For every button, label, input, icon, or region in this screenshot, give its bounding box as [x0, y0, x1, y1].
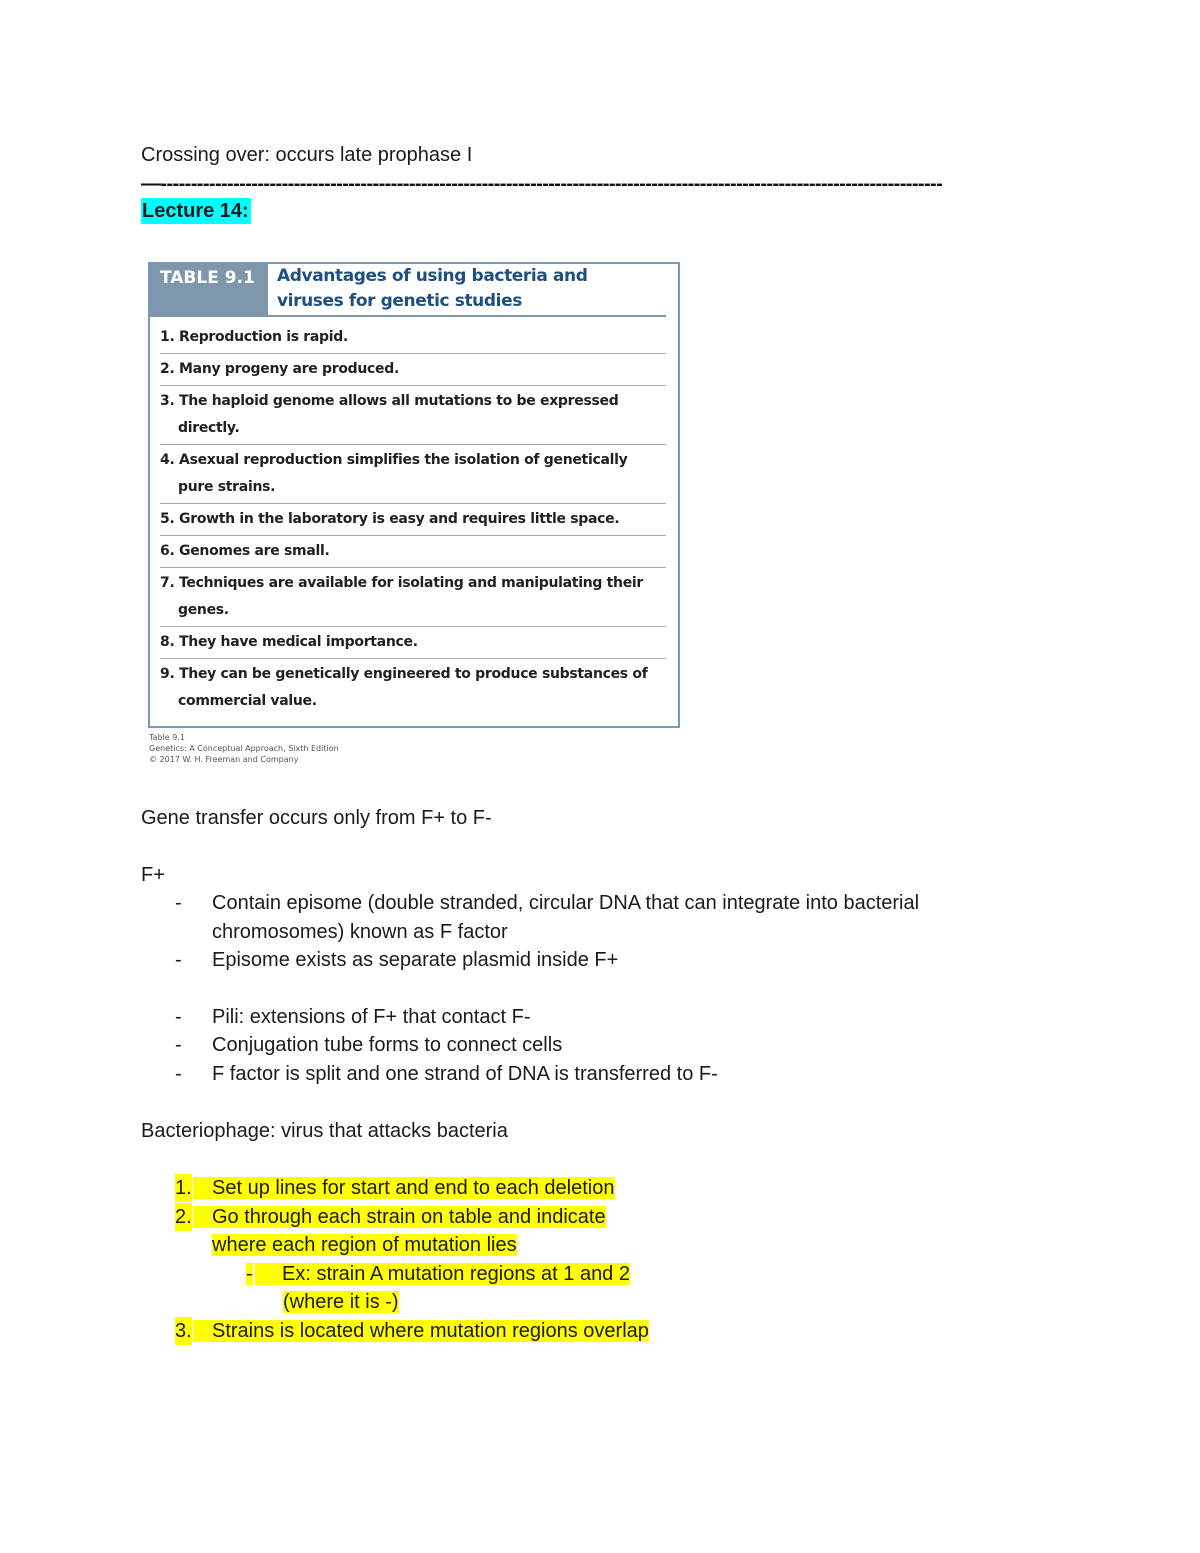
- table-title: [277, 264, 667, 314]
- table-row: 3. The haploid genome allows all mutations to be expressed directly.: [160, 386, 666, 445]
- caption-line-2: Genetics: A Conceptual Approach, Sixth Edition: [149, 744, 339, 753]
- list-item-text: Contain episome (double stranded, circular DNA that can integrate into bacterial: [212, 892, 920, 914]
- table-figure: [148, 262, 680, 728]
- step-number: 1.: [175, 1174, 192, 1202]
- dash-bullet: -: [175, 892, 182, 914]
- step-text: Set up lines for start and end to each deletion: [193, 1174, 615, 1202]
- dash-bullet: -: [175, 1006, 182, 1028]
- table-row: 5. Growth in the laboratory is easy and requires little space.: [160, 504, 666, 536]
- table-number-text: TABLE 9.1: [160, 268, 255, 288]
- list-item-text: Pili: extensions of F+ that contact F-: [212, 1006, 531, 1028]
- table-header: [150, 264, 678, 316]
- table-row: 7. Techniques are available for isolating and manipulating their genes.: [160, 568, 666, 627]
- step-number: 2.: [175, 1203, 192, 1231]
- table-number: [150, 264, 268, 316]
- step-number: 3.: [175, 1317, 192, 1345]
- step-text: Strains is located where mutation regions overlap: [193, 1317, 649, 1345]
- table-rows: [160, 322, 666, 717]
- table-row: 6. Genomes are small.: [160, 536, 666, 568]
- dash-bullet: -: [175, 949, 182, 971]
- table-row: 2. Many progeny are produced.: [160, 354, 666, 386]
- list-item-text: chromosomes) known as F factor: [212, 921, 508, 943]
- table-row: 4. Asexual reproduction simplifies the isolation of genetically pure strains.: [160, 445, 666, 504]
- caption-line-3: © 2017 W. H. Freeman and Company: [149, 755, 299, 764]
- list-item-text: Episome exists as separate plasmid inside F+: [212, 949, 619, 971]
- bacteriophage-note: Bacteriophage: virus that attacks bacteria: [141, 1120, 508, 1142]
- table-title-line-1: Advantages of using bacteria and: [277, 266, 588, 286]
- f-plus-label: F+: [141, 864, 165, 886]
- crossing-over-note: Crossing over: occurs late prophase I: [141, 144, 473, 166]
- dash-bullet: -: [175, 1063, 182, 1085]
- list-item-text: F factor is split and one strand of DNA is transferred to F-: [212, 1063, 718, 1085]
- gene-transfer-note: Gene transfer occurs only from F+ to F-: [141, 807, 492, 829]
- section-divider: —---------------------------------------------------------------------------------------------------------------------------------: [141, 173, 943, 195]
- sub-step-text: (where it is -): [283, 1291, 399, 1313]
- dash-bullet: -: [175, 1034, 182, 1056]
- lecture-heading: Lecture 14:: [142, 200, 249, 222]
- table-title-line-2: viruses for genetic studies: [277, 291, 522, 311]
- step-text: where each region of mutation lies: [212, 1234, 517, 1256]
- table-title-rule: [150, 315, 666, 317]
- table-caption: [149, 732, 339, 765]
- dash-bullet: -: [246, 1263, 253, 1285]
- table-row: 9. They can be genetically engineered to produce substances of commercial value.: [160, 666, 648, 709]
- step-text: Go through each strain on table and indicate: [193, 1203, 606, 1231]
- table-row: 8. They have medical importance.: [160, 627, 666, 659]
- list-item-text: Conjugation tube forms to connect cells: [212, 1034, 563, 1056]
- table-row: 1. Reproduction is rapid.: [160, 322, 666, 354]
- caption-line-1: Table 9.1: [149, 733, 185, 742]
- sub-step-text: Ex: strain A mutation regions at 1 and 2: [255, 1260, 630, 1288]
